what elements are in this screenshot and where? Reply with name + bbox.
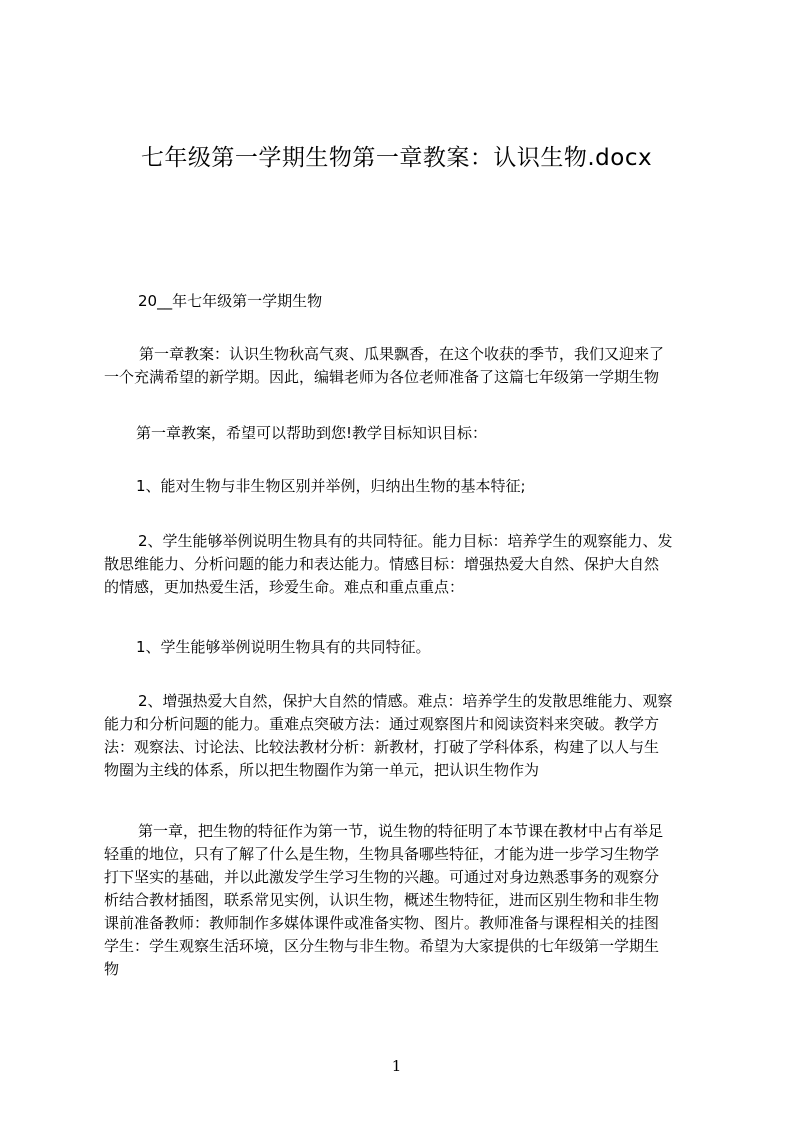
paragraph-objectives-intro	[104, 422, 714, 445]
text-line: 2、增强热爱大自然，保护大自然的情感。难点：培养学生的发散思维能力、观察	[138, 692, 673, 710]
text-line: 课前准备教师：教师制作多媒体课件或准备实物、图片。教师准备与课程相关的挂图	[104, 914, 660, 932]
text-line: 一个充满希望的新学期。因此，编辑老师为各位老师准备了这篇七年级第一学期生物	[104, 368, 660, 386]
paragraph-objective-2	[104, 530, 714, 599]
paragraph-heading-year	[104, 290, 714, 313]
paragraph-key-point-2	[104, 690, 714, 782]
text-line: 第一章教案，希望可以帮助到您!教学目标知识目标：	[136, 424, 488, 442]
text-line: 20__年七年级第一学期生物	[138, 292, 323, 310]
text-line: 1、学生能够举例说明生物具有的共同特征。	[136, 638, 431, 656]
page-number: 1	[391, 1057, 402, 1075]
text-line: 法：观察法、讨论法、比较法教材分析：新教材，打破了学科体系，构建了以人与生	[104, 738, 660, 756]
text-line: 析结合教材插图，联系常见实例，认识生物，概述生物特征，进而区别生物和非生物	[104, 891, 660, 909]
paragraph-key-point-1	[104, 636, 714, 659]
text-line: 1、能对生物与非生物区别并举例，归纳出生物的基本特征;	[136, 477, 526, 495]
text-line: 第一章，把生物的特征作为第一节，说生物的特征明了本节课在教材中占有举足	[138, 822, 664, 840]
text-line: 打下坚实的基础，并以此激发学生学习生物的兴趣。可通过对身边熟悉事务的观察分	[104, 868, 660, 886]
text-line: 散思维能力、分析问题的能力和表达能力。情感目标：增强热爱大自然、保护大自然	[104, 555, 660, 573]
text-line: 能力和分析问题的能力。重难点突破方法：通过观察图片和阅读资料来突破。教学方	[104, 715, 660, 733]
text-line: 物	[104, 960, 120, 978]
paragraph-intro	[104, 343, 714, 389]
text-line: 第一章教案：认识生物秋高气爽、瓜果飘香，在这个收获的季节，我们又迎来了	[139, 345, 665, 363]
paragraph-objective-1	[104, 475, 714, 498]
text-line: 物圈为主线的体系，所以把生物圈作为第一单元，把认识生物作为	[104, 761, 540, 779]
text-line: 轻重的地位，只有了解了什么是生物，生物具备哪些特征，才能为进一步学习生物学	[104, 845, 660, 863]
paragraph-chapter-analysis	[104, 820, 714, 981]
document-title: 七年级第一学期生物第一章教案：认识生物.docx	[140, 145, 653, 171]
text-line: 2、学生能够举例说明生物具有的共同特征。能力目标：培养学生的观察能力、发	[138, 532, 673, 550]
text-line: 学生：学生观察生活环境，区分生物与非生物。希望为大家提供的七年级第一学期生	[104, 937, 660, 955]
text-line: 的情感，更加热爱生活，珍爱生命。难点和重点重点：	[104, 578, 465, 596]
